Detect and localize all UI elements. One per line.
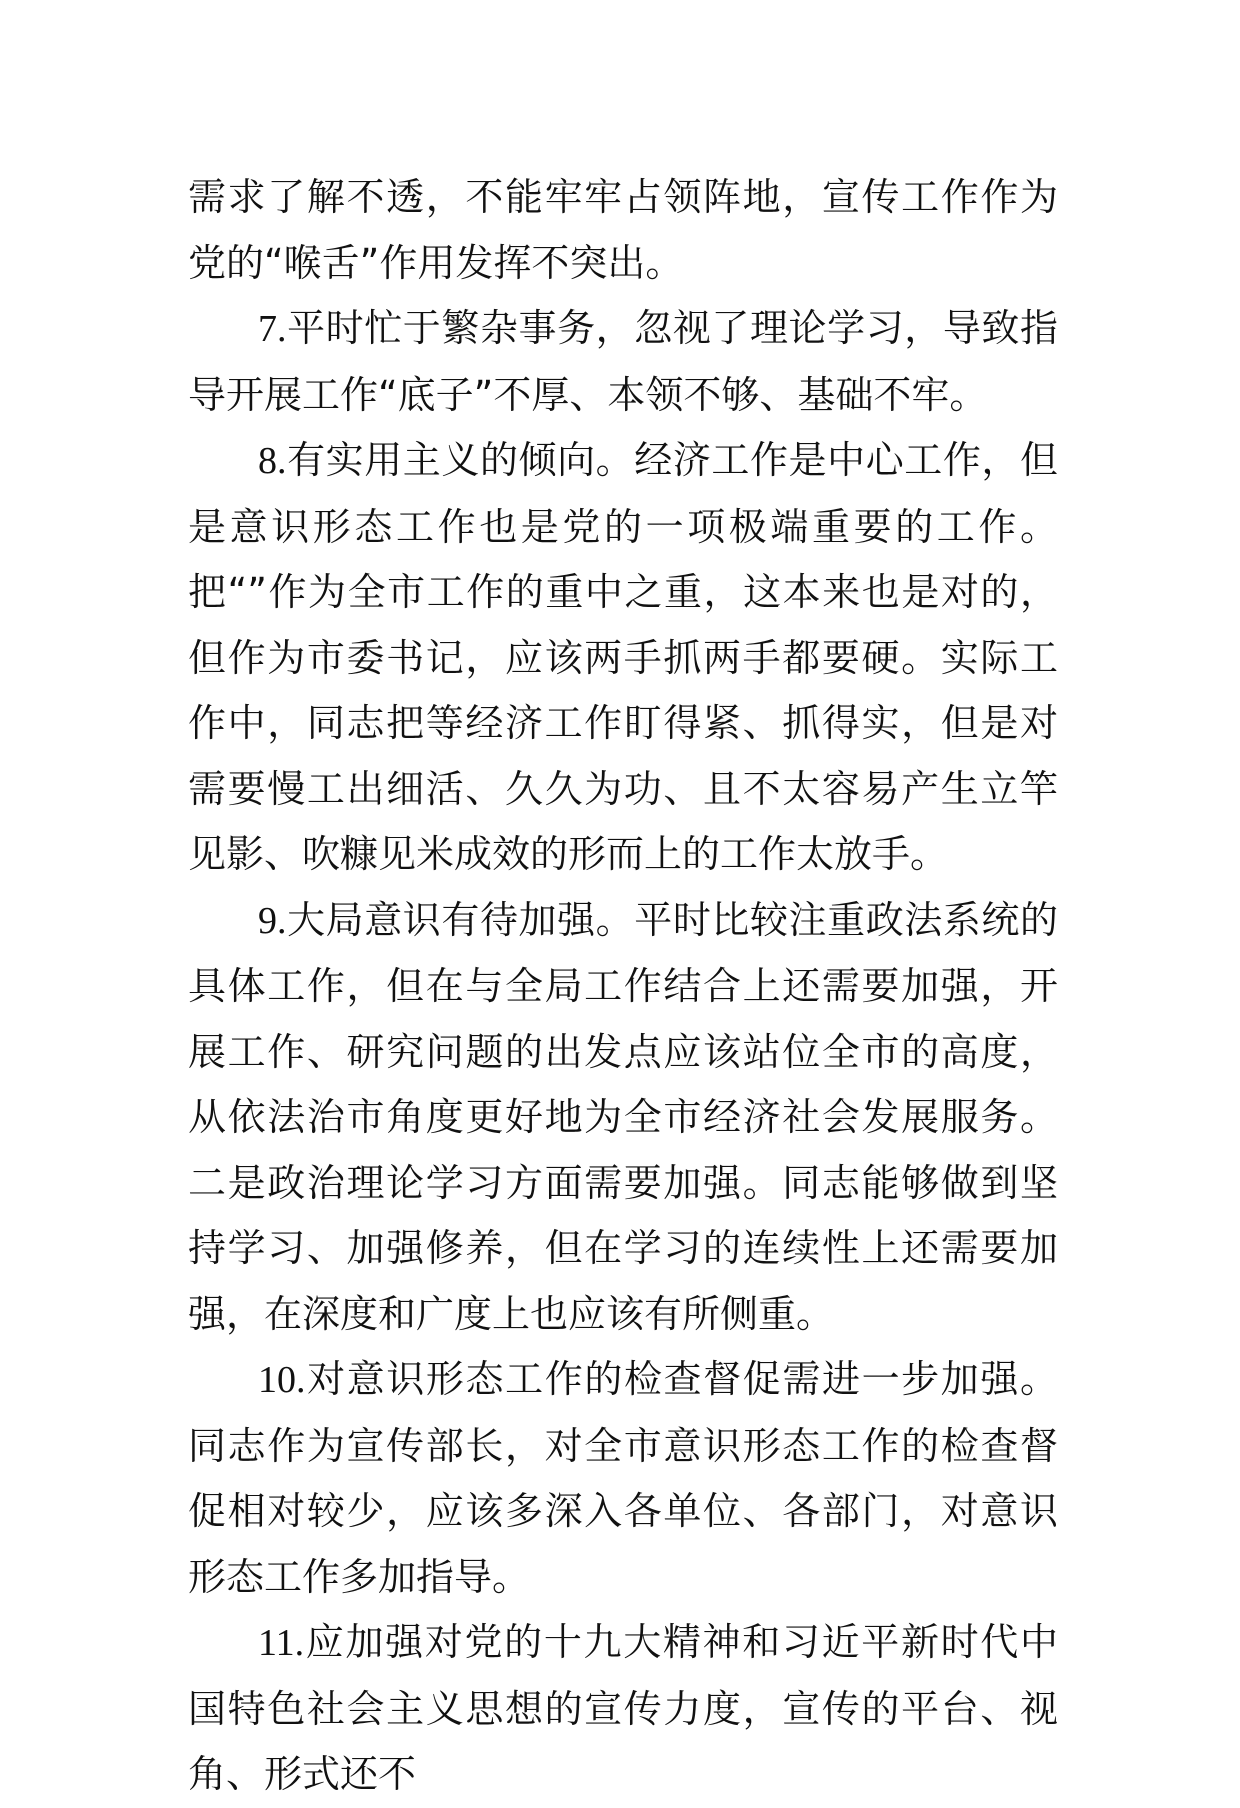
paragraph-item-7 — [188, 296, 1058, 428]
document-body — [188, 165, 1058, 1808]
paragraph-text: 需求了解不透，不能牢牢占领阵地，宣传工作作为党的“喉舌”作用发挥不突出。 — [188, 175, 1058, 285]
paragraph-number: 7. — [258, 308, 287, 350]
paragraph-text: 平时忙于繁杂事务，忽视了理论学习，导致指导开展工作“底子”不厚、本领不够、基础不牢。 — [188, 306, 1058, 417]
paragraph-text: 有实用主义的倾向。经济工作是中心工作，但是意识形态工作也是党的一项极端重要的工作。把“”作为全市工作的重中之重，这本来也是对的，但作为市委书记，应该两手抓两手都要硬。实际工作中，同志把等经济工作盯得紧、抓得实，但是对需要慢工出细活、久久为功、且不太容易产生立竿见影、吹糠见米成效的形而上的工作太放手。 — [188, 438, 1058, 876]
paragraph-continued — [188, 165, 1058, 296]
paragraph-item-8 — [188, 428, 1058, 888]
paragraph-item-9 — [188, 888, 1058, 1348]
paragraph-number: 10. — [258, 1359, 306, 1401]
paragraph-item-10 — [188, 1347, 1058, 1610]
paragraph-text: 大局意识有待加强。平时比较注重政法系统的具体工作，但在与全局工作结合上还需要加强，开展工作、研究问题的出发点应该站位全市的高度，从依法治市角度更好地为全市经济社会发展服务。二是政治理论学习方面需要加强。同志能够做到坚持学习、加强修养，但在学习的连续性上还需要加强，在深度和广度上也应该有所侧重。 — [188, 897, 1058, 1336]
paragraph-number: 8. — [258, 440, 287, 482]
paragraph-number: 11. — [258, 1622, 305, 1664]
paragraph-text: 应加强对党的十九大精神和习近平新时代中国特色社会主义思想的宣传力度，宣传的平台、视角、形式还不 — [188, 1620, 1058, 1796]
paragraph-item-11 — [188, 1610, 1058, 1808]
paragraph-number: 9. — [258, 899, 287, 942]
paragraph-text: 对意识形态工作的检查督促需进一步加强。同志作为宣传部长，对全市意识形态工作的检查督促相对较少，应该多深入各单位、各部门，对意识形态工作多加指导。 — [188, 1357, 1058, 1599]
